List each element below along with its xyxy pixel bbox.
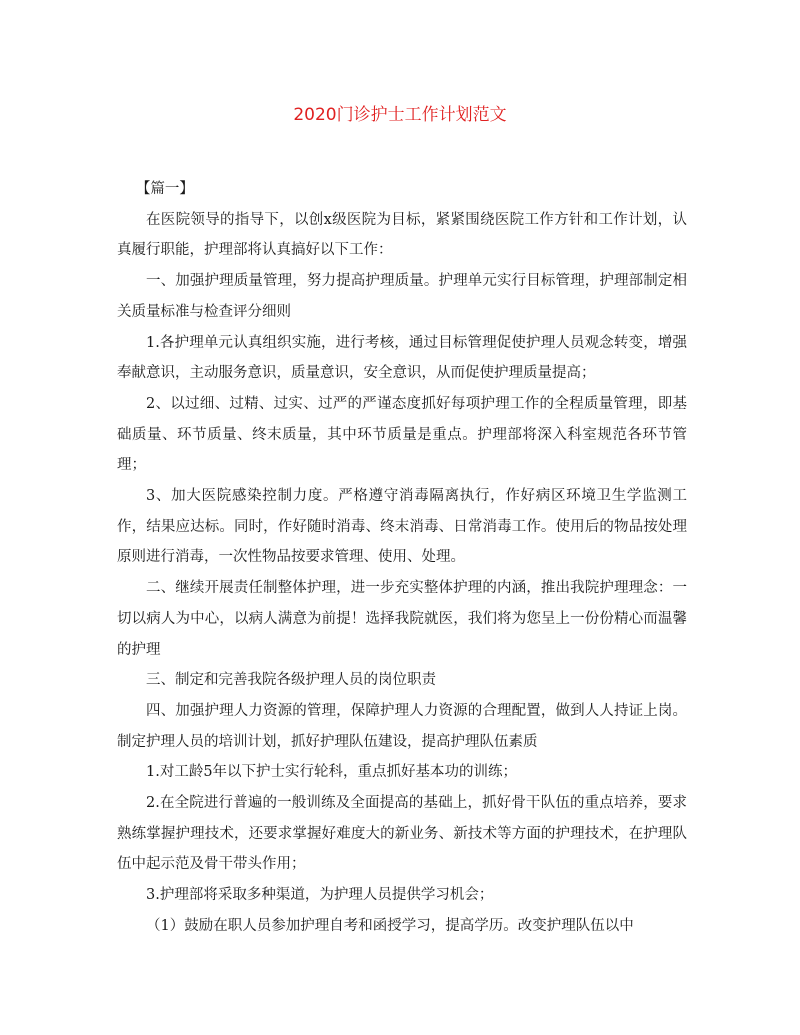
paragraph: 二、继续开展责任制整体护理，进一步充实整体护理的内涵，推出我院护理理念：一切以病人为中心，以病人满意为前提！选择我院就医，我们将为您呈上一份份精心而温馨的护理 [117, 580, 687, 658]
paragraph: 1.对工龄5年以下护士实行轮科，重点抓好基本功的训练； [146, 764, 518, 781]
paragraph: 2.在全院进行普遍的一般训练及全面提高的基础上，抓好骨干队伍的重点培养，要求熟练掌握护理技术，还要求掌握好难度大的新业务、新技术等方面的护理技术，在护理队伍中起示范及骨干带头作用； [117, 795, 687, 873]
paragraph: 3、加大医院感染控制力度。严格遵守消毒隔离执行，作好病区环境卫生学监测工作，结果应达标。同时，作好随时消毒、终末消毒、日常消毒工作。使用后的物品按处理原则进行消毒，一次性物品按要求管理、使用、处理。 [117, 488, 687, 566]
paragraph: 三、制定和完善我院各级护理人员的岗位职责 [146, 672, 436, 689]
paragraph: 1.各护理单元认真组织实施，进行考核，通过目标管理促使护理人员观念转变，增强奉献意识，主动服务意识，质量意识，安全意识，从而促使护理质量提高； [117, 334, 687, 382]
paragraph: 一、加强护理质量管理，努力提高护理质量。护理单元实行目标管理，护理部制定相关质量标准与检查评分细则 [117, 273, 687, 320]
document-body [117, 174, 687, 942]
paragraph: 3.护理部将采取多种渠道，为护理人员提供学习机会； [146, 887, 494, 904]
paragraph: 2、以过细、过精、过实、过严的严谨态度抓好每项护理工作的全程质量管理，即基础质量、环节质量、终末质量，其中环节质量是重点。护理部将深入科室规范各环节管理； [117, 395, 687, 474]
paragraph: 四、加强护理人力资源的管理，保障护理人力资源的合理配置，做到人人持证上岗。制定护理人员的培训计划，抓好护理队伍建设，提高护理队伍素质 [117, 702, 687, 750]
paragraph: 在医院领导的指导下，以创x级医院为目标，紧紧围绕医院工作方针和工作计划，认真履行职能，护理部将认真搞好以下工作： [117, 211, 687, 259]
document-title: 2020门诊护士工作计划范文 [293, 105, 507, 125]
section-label: 【篇一】 [135, 181, 194, 197]
paragraph: （1）鼓励在职人员参加护理自考和函授学习，提高学历。改变护理队伍以中 [146, 917, 634, 934]
